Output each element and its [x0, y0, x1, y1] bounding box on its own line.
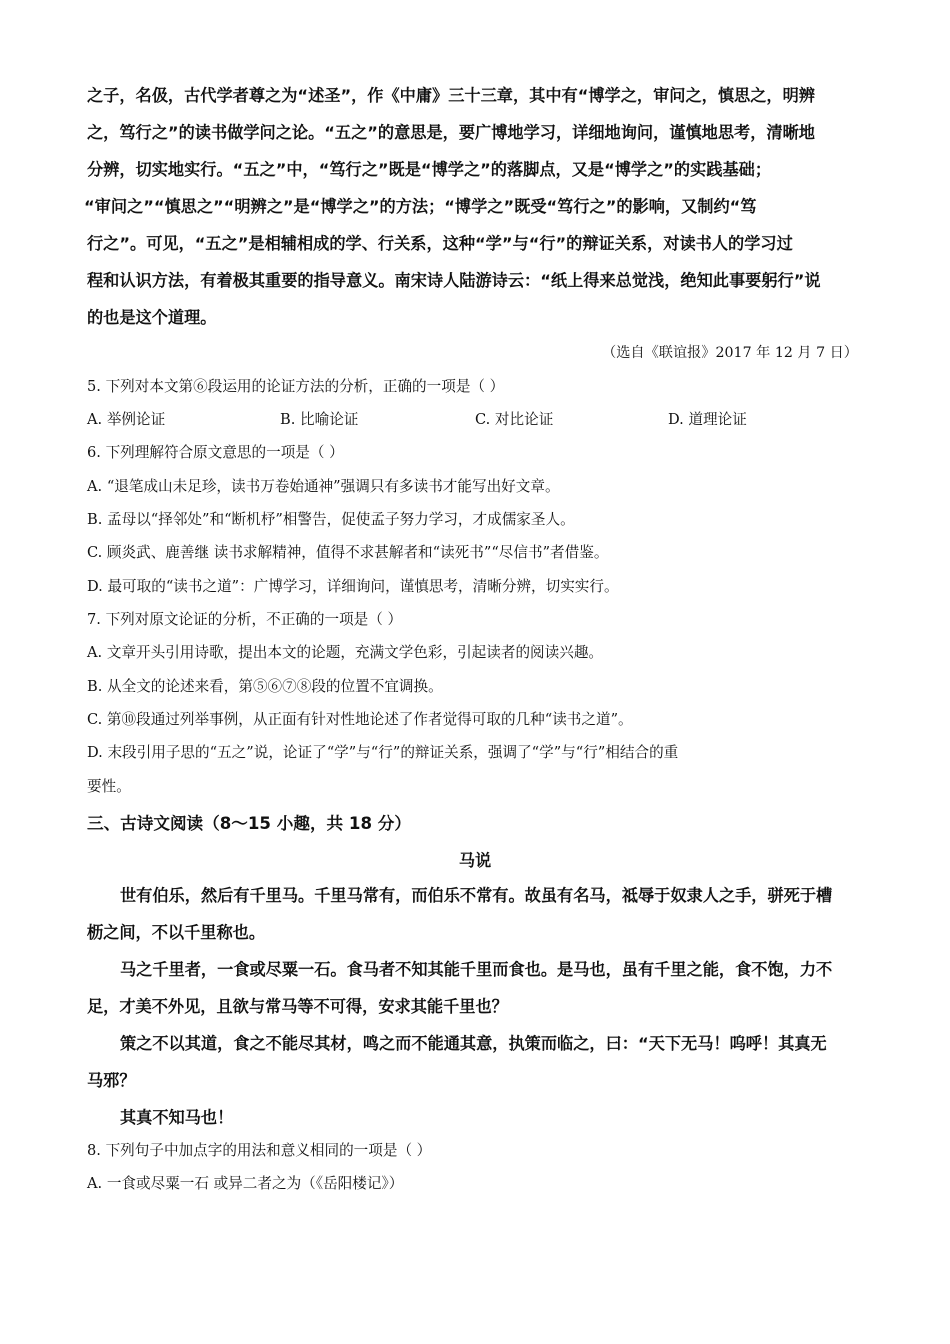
q6-option-c: C. 顾炎武、鹿善继 读书求解精神，值得不求甚解者和“读死书”“尽信书”者借鉴。: [87, 544, 609, 561]
q5-option-c: C. 对比论证: [475, 411, 554, 428]
mashuo-para1-line2: 枥之间，不以千里称也。: [87, 923, 266, 942]
essay-line-2: 之，笃行之”的读书做学问之论。“五之”的意思是，要广博地学习，详细地询问，谨慎地思考，清晰地: [87, 123, 815, 142]
q7-option-a: A. 文章开头引用诗歌，提出本文的论题，充满文学色彩，引起读者的阅读兴趣。: [87, 644, 604, 661]
mashuo-para2-line1: 马之千里者，一食或尽粟一石。食马者不知其能千里而食也。是马也，虽有千里之能，食不饱，力不: [120, 960, 833, 979]
mashuo-para3-line1: 策之不以其道，食之不能尽其材，鸣之而不能通其意，执策而临之，曰：“天下无马！呜呼！其真无: [120, 1034, 827, 1053]
q5-option-a: A. 举例论证: [87, 411, 166, 428]
q7-option-c: C. 第⑩段通过列举事例，从正面有针对性地论述了作者觉得可取的几种“读书之道”。: [87, 711, 633, 728]
poem-title: 马说: [458, 851, 492, 870]
q6-option-d: D. 最可取的“读书之道”：广博学习，详细询问，谨慎思考，清晰分辨，切实实行。: [87, 578, 619, 595]
essay-line-6: 程和认识方法，有着极其重要的指导意义。南宋诗人陆游诗云：“纸上得来总觉浅，绝知此事要躬行”说: [87, 271, 821, 290]
mashuo-para4: 其真不知马也！: [120, 1108, 234, 1127]
essay-line-1: 之子，名伋，古代学者尊之为“述圣”，作《中庸》三十三章，其中有“博学之，审问之，慎思之，明辨: [87, 86, 815, 105]
essay-line-4: “审问之”“慎思之”“明辨之”是“博学之”的方法；“博学之”既受“笃行之”的影响，又制约“笃: [84, 197, 757, 216]
essay-line-7: 的也是这个道理。: [87, 308, 217, 327]
q6-option-b: B. 孟母以“择邻处”和“断机杼”相警告，促使孟子努力学习，才成儒家圣人。: [87, 511, 575, 528]
mashuo-para1-line1: 世有伯乐，然后有千里马。千里马常有，而伯乐不常有。故虽有名马，祗辱于奴隶人之手，骈死于槽: [120, 886, 833, 905]
q5-option-d: D. 道理论证: [668, 411, 747, 428]
q7-option-b: B. 从全文的论述来看，第⑤⑥⑦⑧段的位置不宜调换。: [87, 678, 443, 695]
essay-line-3: 分辨，切实地实行。“五之”中，“笃行之”既是“博学之”的落脚点，又是“博学之”的实践基础；: [87, 160, 772, 179]
q7-option-d: D. 末段引用子思的“五之”说，论证了“学”与“行”的辩证关系，强调了“学”与“行”相结合的重: [87, 744, 679, 761]
mashuo-para3-line2: 马邪？: [87, 1071, 136, 1090]
q6-stem: 6. 下列理解符合原文意思的一项是（ ）: [87, 444, 344, 461]
q6-option-a: A. “退笔成山未足珍，读书万卷始通神”强调只有多读书才能写出好文章。: [87, 478, 560, 495]
q5-option-b: B. 比喻论证: [280, 411, 359, 428]
q5-stem: 5. 下列对本文第⑥段运用的论证方法的分析，正确的一项是（ ）: [87, 378, 505, 395]
q8-stem: 8. 下列句子中加点字的用法和意义相同的一项是（ ）: [87, 1142, 432, 1159]
q7-stem: 7. 下列对原文论证的分析，不正确的一项是（ ）: [87, 611, 403, 628]
q7-option-d-continued: 要性。: [87, 778, 131, 795]
source-citation: （选自《联谊报》2017 年 12 月 7 日）: [602, 345, 858, 361]
essay-line-5: 行之”。可见，“五之”是相辅相成的学、行关系，这种“学”与“行”的辩证关系，对读书人的学习过: [87, 234, 793, 253]
mashuo-para2-line2: 足，才美不外见，且欲与常马等不可得，安求其能千里也？: [87, 997, 508, 1016]
section-heading: 三、古诗文阅读（8～15 小趣，共 18 分）: [87, 814, 411, 833]
q8-option-a: A. 一食或尽粟一石 或异二者之为（《岳阳楼记》）: [87, 1175, 404, 1192]
